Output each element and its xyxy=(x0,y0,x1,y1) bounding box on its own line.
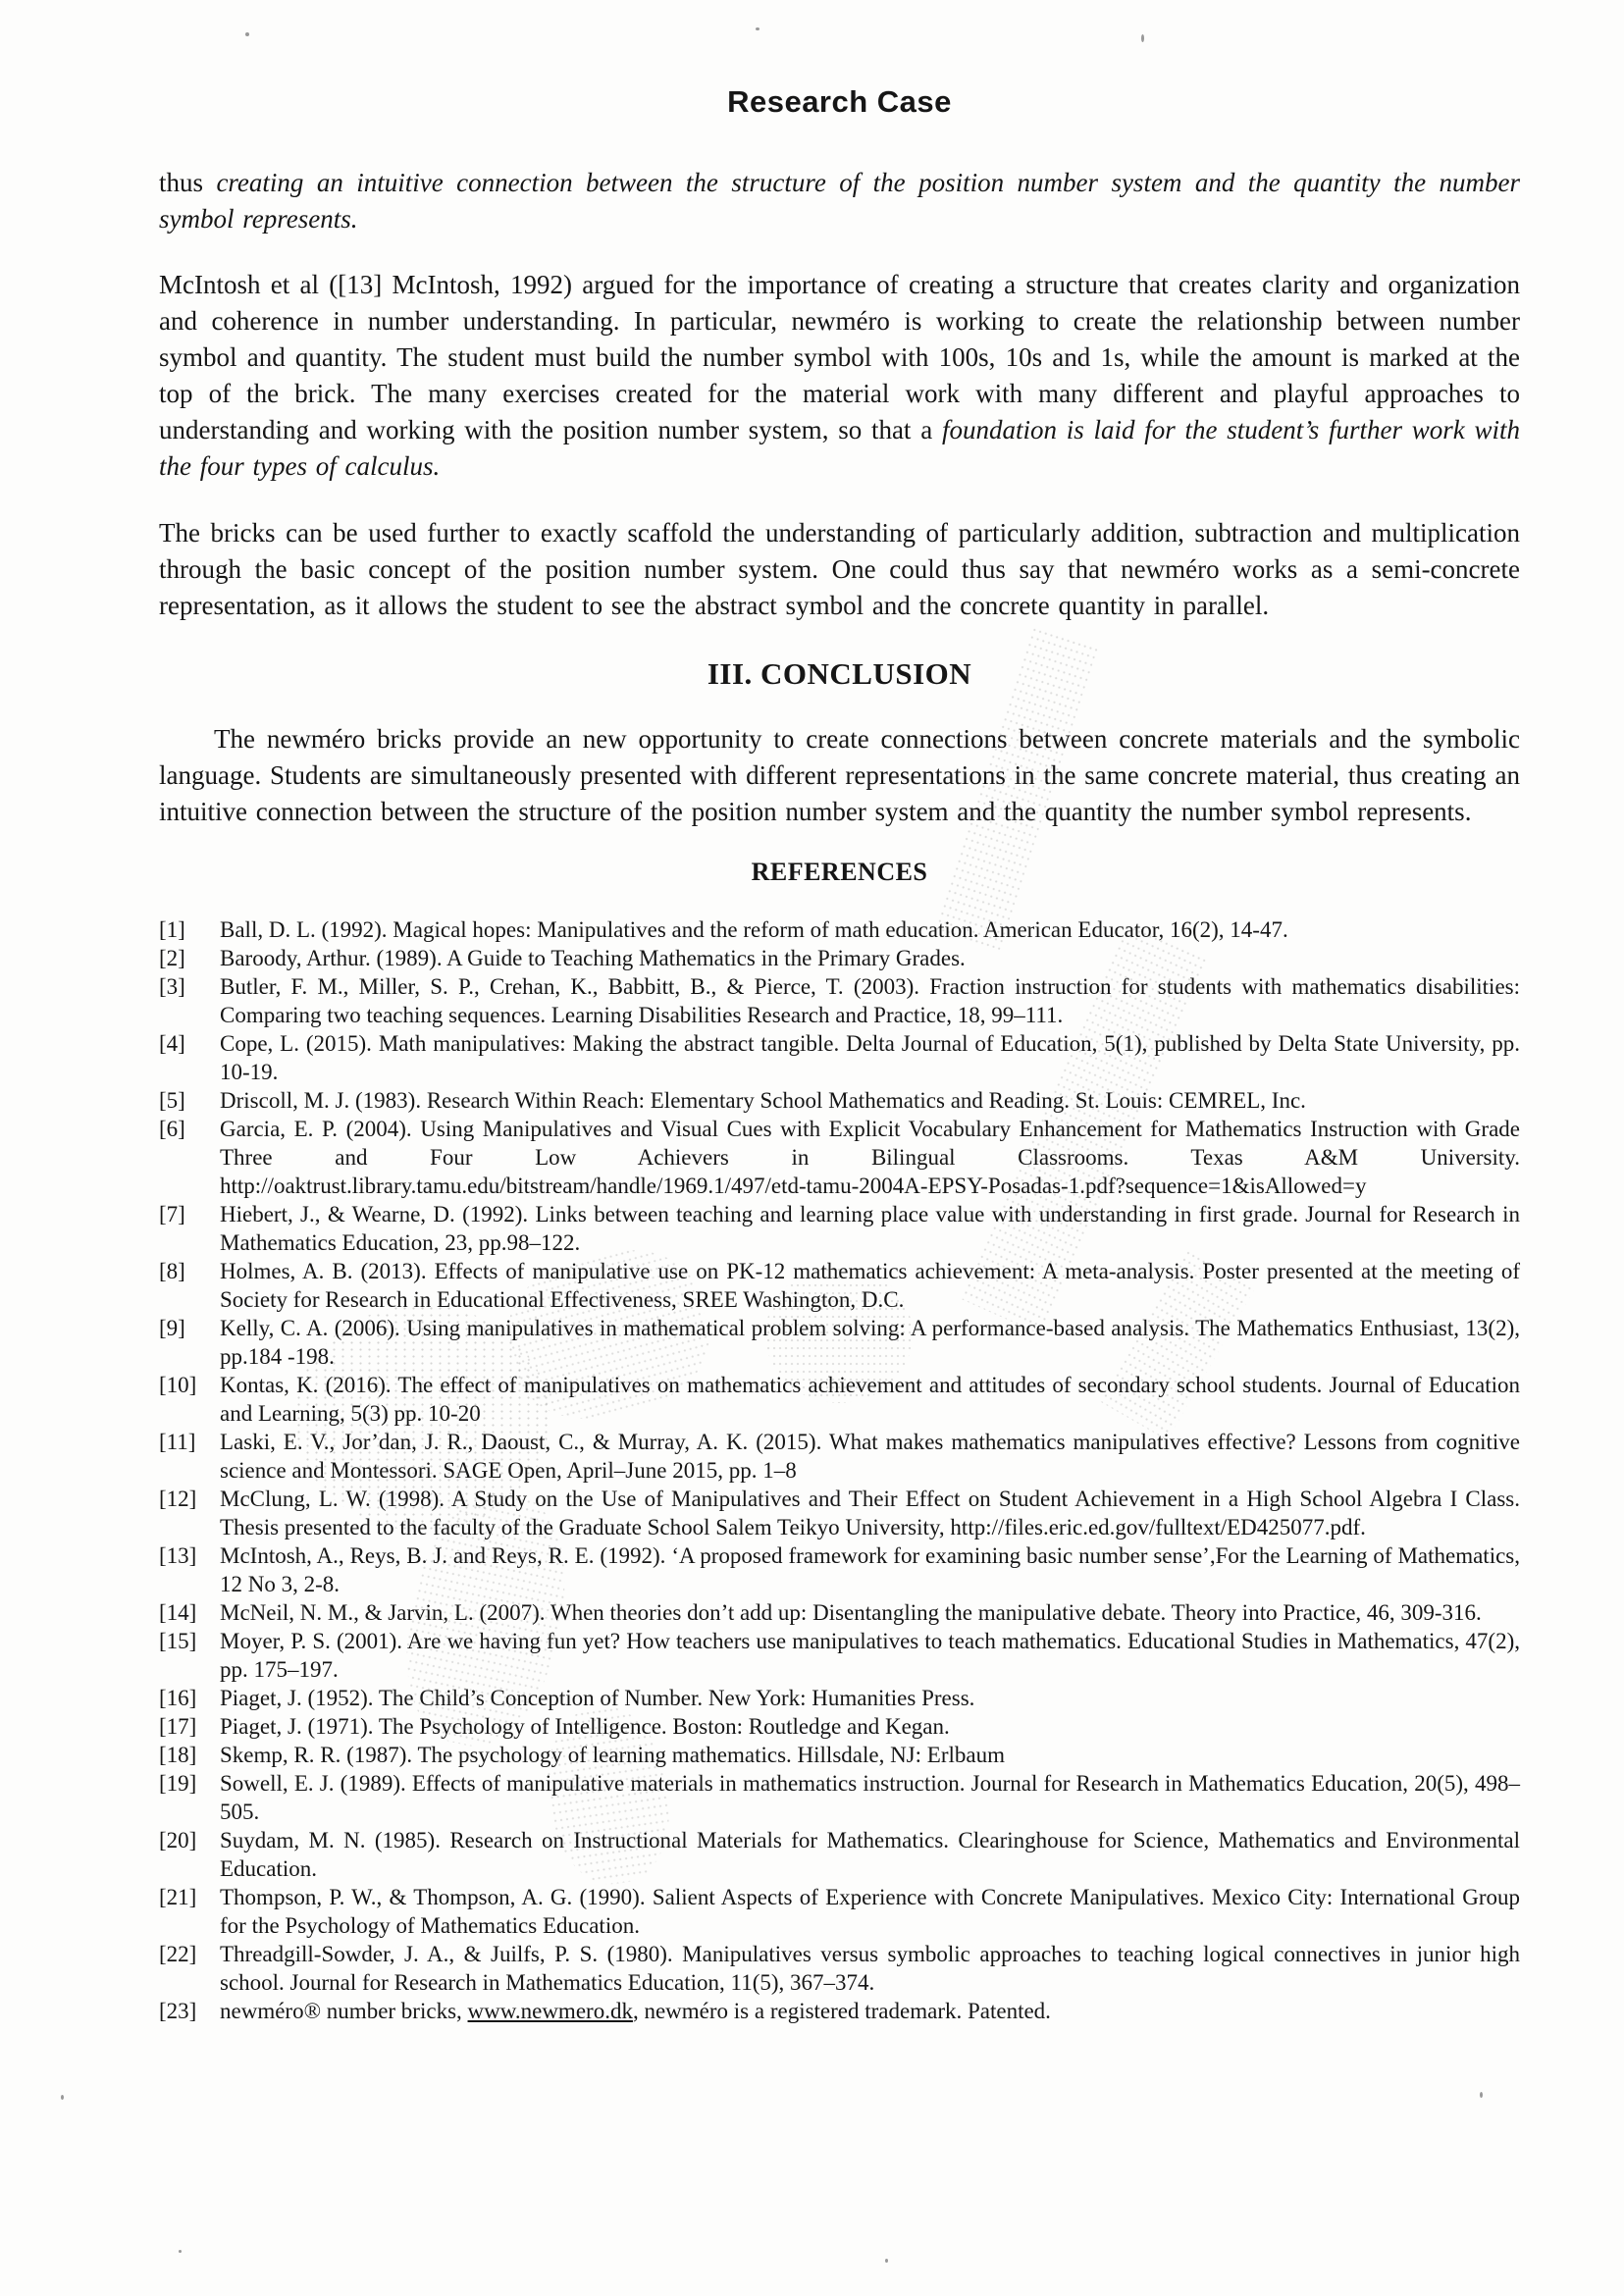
reference-segment: Hiebert, J., & Wearne, D. (1992). Links between teaching and learning place value with understanding in first grade. Journal for Research in Mathematics Education, 23, pp.98–122. xyxy=(220,1202,1520,1255)
conclusion-heading: III. CONCLUSION xyxy=(707,656,972,691)
reference-text xyxy=(220,946,966,970)
reference-number: [16] xyxy=(159,1686,197,1710)
paragraph-italic-text: creating an intuitive connection between the structure of the position number system and the quantity the number symbol represents. xyxy=(159,168,1520,234)
reference-segment: Piaget, J. (1971). The Psychology of Intelligence. Boston: Routledge and Kegan. xyxy=(220,1714,950,1739)
reference-segment: Cope, L. (2015). Math manipulatives: Making the abstract tangible. Delta Journal of Education, 5(1), published by Delta State University, pp. 10-19. xyxy=(220,1031,1520,1084)
reference-number: [11] xyxy=(159,1430,196,1454)
reference-number: [4] xyxy=(159,1031,185,1056)
reference-segment: Moyer, P. S. (2001). Are we having fun yet? How teachers use manipulatives to teach mathematics. Educational Studies in Mathematics, 47(2), pp. 175–197. xyxy=(220,1629,1520,1682)
reference-item xyxy=(159,1741,1520,1769)
paragraph-lead-text: thus xyxy=(159,168,217,197)
reference-text xyxy=(220,1117,1520,1198)
paragraph-text: The bricks can be used further to exactly scaffold the understanding of particularly addition, subtraction and multiplication through the basic concept of the position number system. One could thus say that newméro works as a semi-concrete representation, as it allows the student to see the abstract symbol and the concrete quantity in parallel. xyxy=(159,518,1520,620)
reference-segment: Ball, D. L. (1992). Magical hopes: Manipulatives and the reform of math education. American Educator, 16(2), 14-47. xyxy=(220,917,1288,942)
reference-segment: McIntosh, A., Reys, B. J. and Reys, R. E. (1992). ‘A proposed framework for examining basic number sense’,For the Learning of Mathematics, 12 No 3, 2-8. xyxy=(220,1543,1520,1596)
reference-number: [23] xyxy=(159,1999,197,2023)
reference-segment: McNeil, N. M., & Jarvin, L. (2007). When theories don’t add up: Disentangling the manipulative debate. Theory into Practice, 46, 309-316. xyxy=(220,1600,1482,1625)
scan-speck xyxy=(179,2250,182,2253)
reference-text xyxy=(220,974,1520,1027)
scan-speck xyxy=(885,2259,888,2263)
reference-number: [3] xyxy=(159,974,185,999)
reference-item xyxy=(159,1371,1520,1428)
reference-segment: Baroody, Arthur. (1989). A Guide to Teaching Mathematics in the Primary Grades. xyxy=(220,946,966,970)
reference-segment: newméro® number bricks, xyxy=(220,1999,468,2023)
reference-number: [1] xyxy=(159,917,185,942)
reference-number: [10] xyxy=(159,1373,197,1397)
reference-item xyxy=(159,1314,1520,1371)
reference-text xyxy=(220,1629,1520,1682)
body-paragraph-3 xyxy=(159,515,1520,624)
reference-text xyxy=(220,1942,1520,1995)
reference-segment: Holmes, A. B. (2013). Effects of manipulative use on PK-12 mathematics achievement: A meta-analysis. Poster presented at the meeting of Society for Research in Educational Effectiveness, SREE Washington, D.C. xyxy=(220,1259,1520,1312)
reference-segment: Piaget, J. (1952). The Child’s Conception of Number. New York: Humanities Press. xyxy=(220,1686,975,1710)
reference-item xyxy=(159,1086,1520,1115)
reference-item xyxy=(159,1940,1520,1997)
reference-text xyxy=(220,1771,1520,1824)
reference-item xyxy=(159,1115,1520,1200)
reference-segment: Driscoll, M. J. (1983). Research Within Reach: Elementary School Mathematics and Reading. St. Louis: CEMREL, Inc. xyxy=(220,1088,1306,1113)
reference-text xyxy=(220,1373,1520,1426)
reference-text xyxy=(220,1686,974,1710)
reference-text xyxy=(220,1430,1520,1483)
reference-text xyxy=(220,1828,1520,1881)
reference-number: [5] xyxy=(159,1088,185,1113)
reference-item xyxy=(159,972,1520,1029)
reference-segment: Garcia, E. P. (2004). Using Manipulatives and Visual Cues with Explicit Vocabulary Enhancement for Mathematics Instruction with Grade Three and Four Low Achievers in Bilingual Classrooms. Texas A&M University. http://oaktrust.library.tamu.edu/bitstream/handle/1969.1/497/etd-tamu-2004A-EPSY-Posadas-1.pdf?sequence=1&isAllowed=y xyxy=(220,1117,1520,1198)
reference-item xyxy=(159,1769,1520,1826)
conclusion-paragraph: The newméro bricks provide an new opportunity to create connections between concrete materials and the symbolic language. Students are simultaneously presented with different representations in the same concrete material, thus creating an intuitive connection between the structure of the position number system and the quantity the number symbol represents. xyxy=(159,724,1520,826)
references-heading: REFERENCES xyxy=(751,858,928,886)
reference-item xyxy=(159,915,1520,944)
reference-segment: Sowell, E. J. (1989). Effects of manipulative materials in mathematics instruction. Journal for Research in Mathematics Education, 20(5), 498–505. xyxy=(220,1771,1520,1824)
reference-segment: McClung, L. W. (1998). A Study on the Use of Manipulatives and Their Effect on Student Achievement in a High School Algebra I Class. Thesis presented to the faculty of the Graduate School Salem Teikyo University, http://files.eric.ed.gov/fulltext/ED425077.pdf. xyxy=(220,1487,1520,1539)
reference-number: [6] xyxy=(159,1117,185,1141)
reference-text xyxy=(220,1600,1482,1625)
reference-number: [18] xyxy=(159,1743,197,1767)
reference-item xyxy=(159,1883,1520,1940)
reference-item xyxy=(159,1541,1520,1598)
body-paragraph-2 xyxy=(159,267,1520,485)
reference-text xyxy=(220,1202,1520,1255)
reference-item xyxy=(159,1485,1520,1541)
reference-number: [13] xyxy=(159,1543,197,1568)
body-paragraph-1 xyxy=(159,165,1520,237)
reference-number: [17] xyxy=(159,1714,197,1739)
reference-link[interactable]: www.newmero.dk xyxy=(467,1999,633,2023)
reference-item xyxy=(159,1826,1520,1883)
reference-number: [8] xyxy=(159,1259,185,1283)
reference-segment: Kelly, C. A. (2006). Using manipulatives in mathematical problem solving: A performance-based analysis. The Mathematics Enthusiast, 13(2), pp.184 -198. xyxy=(220,1316,1520,1369)
reference-text xyxy=(220,1743,1005,1767)
reference-item xyxy=(159,1684,1520,1712)
reference-segment: Kontas, K. (2016). The effect of manipulatives on mathematics achievement and attitudes of secondary school students. Journal of Education and Learning, 5(3) pp. 10-20 xyxy=(220,1373,1520,1426)
reference-text xyxy=(220,917,1288,942)
reference-number: [7] xyxy=(159,1202,185,1226)
reference-item xyxy=(159,1029,1520,1086)
reference-number: [14] xyxy=(159,1600,197,1625)
scan-speck xyxy=(61,2095,64,2100)
reference-item xyxy=(159,944,1520,972)
reference-text xyxy=(220,1031,1520,1084)
reference-text xyxy=(220,1259,1520,1312)
reference-number: [21] xyxy=(159,1885,197,1909)
reference-number: [22] xyxy=(159,1942,197,1966)
paragraph-italic-text: foundation is laid for the student’s further work with the four types of calculus. xyxy=(159,415,1520,481)
paragraph-text: McIntosh et al ([13] McIntosh, 1992) argued for the importance of creating a structure that creates clarity and organization and coherence in number understanding. In particular, newméro is working to create the relationship between number symbol and quantity. The student must build the number symbol with 100s, 10s and 1s, while the amount is marked at the top of the brick. The many exercises created for the material work with many different and playful approaches to understanding and working with the position number system, so that a xyxy=(159,270,1520,444)
reference-item xyxy=(159,1257,1520,1314)
reference-item xyxy=(159,1428,1520,1485)
reference-segment: , newméro is a registered trademark. Patented. xyxy=(632,1999,1051,2023)
reference-segment: Thompson, P. W., & Thompson, A. G. (1990). Salient Aspects of Experience with Concrete Manipulatives. Mexico City: International Group for the Psychology of Mathematics Education. xyxy=(220,1885,1520,1938)
reference-text xyxy=(220,1088,1306,1113)
reference-text xyxy=(220,1885,1520,1938)
reference-number: [12] xyxy=(159,1487,197,1511)
reference-text xyxy=(220,1487,1520,1539)
reference-list xyxy=(159,915,1520,2025)
reference-segment: Threadgill-Sowder, J. A., & Juilfs, P. S. (1980). Manipulatives versus symbolic approaches to teaching logical connectives in junior high school. Journal for Research in Mathematics Education, 11(5), 367–374. xyxy=(220,1942,1520,1995)
reference-number: [2] xyxy=(159,946,185,970)
reference-segment: Butler, F. M., Miller, S. P., Crehan, K., Babbitt, B., & Pierce, T. (2003). Fraction instruction for students with mathematics disabilities: Comparing two teaching sequences. Learning Disabilities Research and Practice, 18, 99–111. xyxy=(220,974,1520,1027)
reference-number: [9] xyxy=(159,1316,185,1340)
reference-text xyxy=(220,1543,1520,1596)
reference-item xyxy=(159,1712,1520,1741)
reference-segment: Skemp, R. R. (1987). The psychology of learning mathematics. Hillsdale, NJ: Erlbaum xyxy=(220,1743,1005,1767)
reference-item xyxy=(159,1627,1520,1684)
reference-item xyxy=(159,1997,1520,2025)
reference-number: [20] xyxy=(159,1828,197,1852)
page-title: Research Case xyxy=(727,84,952,119)
reference-segment: Laski, E. V., Jor’dan, J. R., Daoust, C., & Murray, A. K. (2015). What makes mathematics manipulatives effective? Lessons from cognitive science and Montessori. SAGE Open, April–June 2015, pp. 1–8 xyxy=(220,1430,1520,1483)
reference-number: [19] xyxy=(159,1771,197,1796)
reference-number: [15] xyxy=(159,1629,197,1653)
reference-item xyxy=(159,1200,1520,1257)
reference-item xyxy=(159,1598,1520,1627)
reference-text xyxy=(220,1316,1520,1369)
reference-text xyxy=(220,1999,1051,2023)
reference-text xyxy=(220,1714,950,1739)
scan-speck xyxy=(1480,2092,1483,2098)
reference-segment: Suydam, M. N. (1985). Research on Instructional Materials for Mathematics. Clearinghouse for Science, Mathematics and Environmental Education. xyxy=(220,1828,1520,1881)
